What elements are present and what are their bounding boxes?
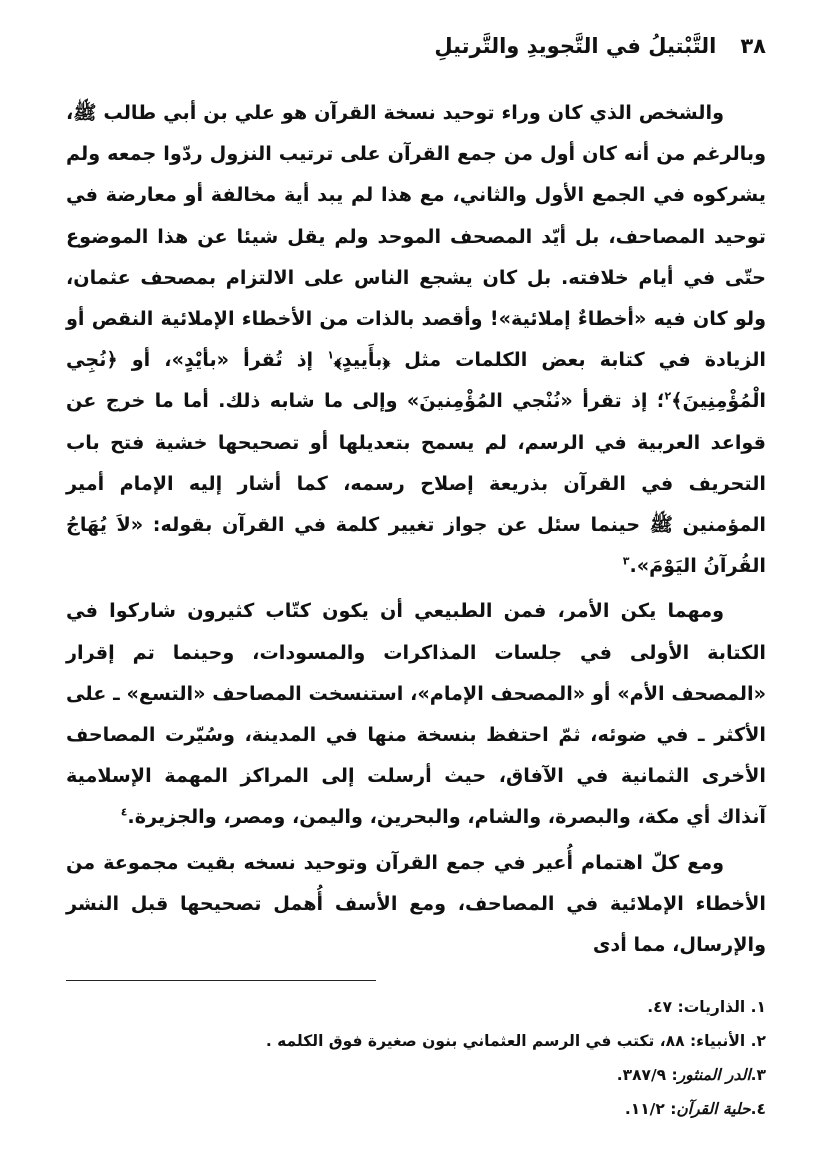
footnote-3 — [66, 1058, 766, 1092]
footnote-1-number: ١. — [750, 998, 766, 1016]
footnote-4-number: ٤. — [750, 1100, 766, 1118]
body-text — [66, 92, 766, 965]
running-title: التَّبْتيلُ في التَّجويدِ والتَّرتيلِ — [434, 34, 717, 58]
footnote-ref-3[interactable]: ٣ — [622, 554, 630, 568]
footnote-3-source: الدر المنثور — [677, 1066, 751, 1084]
footnote-2 — [66, 1024, 766, 1058]
footnote-4-source: حلية القرآن — [676, 1100, 751, 1118]
footnote-ref-4[interactable]: ٤ — [120, 806, 128, 820]
footnote-1 — [66, 990, 766, 1024]
footnote-2-number: ٢. — [750, 1032, 766, 1050]
footnote-2-text: الأنبياء: ٨٨، تكتب في الرسم العثماني بنون صغيرة فوق الكلمه . — [265, 1032, 746, 1050]
paragraph-1-text-2: إذ تُقرأ «بأيْدٍ»، أو ﴿نُجِي الْمُؤْمِنِينَ﴾ — [66, 348, 766, 413]
book-page — [66, 34, 767, 1118]
footnote-ref-2[interactable]: ٢ — [664, 390, 672, 404]
footnote-divider — [66, 980, 376, 981]
paragraph-3-text: ومع كلّ اهتمام أُعير في جمع القرآن وتوحيد نسخه بقيت مجموعة من الأخطاء الإملائية في المصاحف، ومع الأسف أُهمل تصحيحها قبل النشر والإرسال، مما أدى — [66, 850, 766, 957]
paragraph-3 — [66, 842, 766, 966]
paragraph-2 — [66, 590, 766, 837]
paragraph-1-text: والشخص الذي كان وراء توحيد نسخة القرآن هو علي بن أبي طالب ﷺ، وبالرغم من أنه كان أول من جمع القرآن على ترتيب النزول ردّوا جمعه ولم يشركوه في الجمع الأول والثاني، مع هذا لم يبد أية مخالفة أو معارضة في توحيد المصاحف، بل أيّد المصحف الموحد ولم يقل شيئا عن هذا الموضوع حتّى في أيام خلافته. بل كان يشجع الناس على الالتزام بمصحف عثمان، ولو كان فيه «أخطاءٌ إملائية»! وأقصد بالذات من الأخطاء الإملائية النقص أو الزيادة في كتابة بعض الكلمات مثل ﴿بأَييدٍ﴾ — [66, 101, 767, 372]
footnote-4-text: : ١١/٢. — [624, 1100, 677, 1118]
paragraph-1 — [66, 92, 766, 586]
page-number: ٣٨ — [740, 34, 766, 58]
paragraph-1-text-3: ؛ إذ تقرأ «نُنْجي المُؤْمِنينَ» وإلى ما شابه ذلك. أما ما خرج عن قواعد العربية في الرسم، لم يسمح بتعديلها أو تصحيحها خشية فتح باب التحريف في القرآن بذريعة إصلاح رسمه، كما أشار إليه الإمام أمير المؤمنين ﷺ حينما سئل عن جواز تغيير كلمة في القرآن بقوله: «لاَ يُهَاجُ القُرآنُ اليَوْمَ». — [66, 389, 766, 578]
footnotes — [66, 990, 766, 1126]
footnote-4 — [66, 1092, 766, 1126]
footnote-3-text: : ٣٨٧/٩. — [616, 1066, 678, 1084]
paragraph-2-text: ومهما يكن الأمر، فمن الطبيعي أن يكون كتّاب كثيرون شاركوا في الكتابة الأولى في جلسات المذاكرات والمسودات، وحينما تم إقرار «المصحف الأم» أو «المصحف الإمام»، استنسخت المصاحف «التسع» ـ على الأكثر ـ في ضوئه، ثمّ احتفظ بنسخة منها في المدينة، وسُيّرت المصاحف الأخرى الثمانية في الآفاق، حيث أرسلت إلى المراكز المهمة الإسلامية آنذاك أي مكة، والبصرة، والشام، والبحرين، واليمن، ومصر، والجزيرة. — [66, 599, 766, 829]
page-header — [66, 34, 766, 82]
footnote-3-number: ٣. — [750, 1066, 766, 1084]
footnote-ref-1[interactable]: ١ — [327, 348, 334, 362]
footnote-1-text: الذاريات: ٤٧. — [647, 998, 746, 1016]
